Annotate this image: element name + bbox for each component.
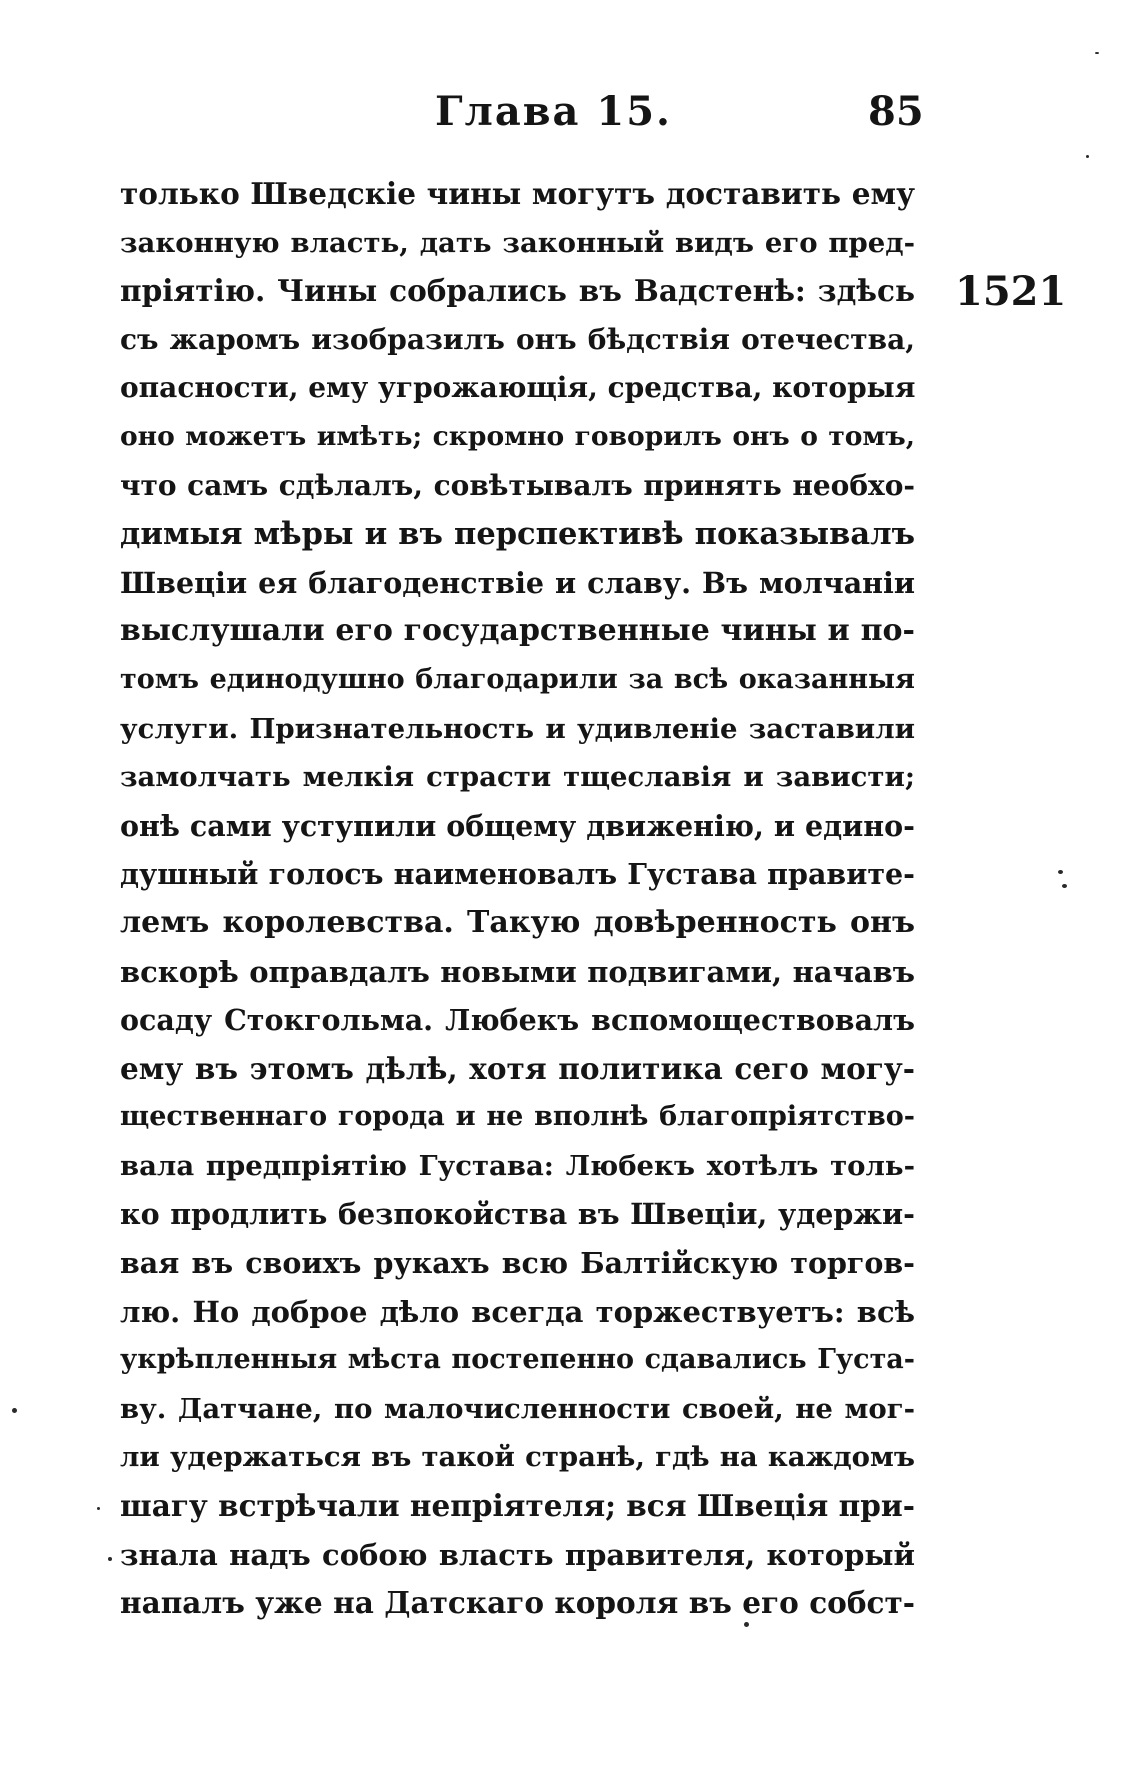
- text-line: димыя мѣры и въ перспективѣ показывалъ: [120, 516, 915, 553]
- text-line: знала надъ собою власть правителя, который: [120, 1537, 915, 1572]
- body-text: [120, 170, 915, 1628]
- text-line: замолчать мелкія страсти тщеславія и зависти;: [120, 761, 915, 794]
- scan-speck: [12, 1408, 17, 1413]
- text-line: что самъ сдѣлалъ, совѣтывалъ принять необхо-: [120, 468, 915, 502]
- text-line: томъ единодушно благодарили за всѣ оказанныя: [120, 663, 915, 695]
- text-line: укрѣпленныя мѣста постепенно сдавались Густа-: [120, 1344, 915, 1376]
- page-number: 85: [868, 88, 924, 135]
- running-head: [0, 88, 1140, 148]
- text-line: ли удержаться въ такой странѣ, гдѣ на каждомъ: [120, 1441, 915, 1474]
- text-line: ему въ этомъ дѣлѣ, хотя политика сего могу-: [120, 1050, 915, 1086]
- text-line: пріятію. Чины собрались въ Вадстенѣ: здѣсь: [120, 273, 915, 309]
- text-line: только Шведскіе чины могутъ доставить ему: [120, 176, 915, 211]
- text-line: услуги. Признательность и удивленіе заставили: [120, 712, 915, 745]
- text-line: онѣ сами уступили общему движенію, и едино-: [120, 808, 915, 843]
- text-line: выслушали его государственные чины и по-: [120, 613, 915, 649]
- text-line: ву. Датчане, по малочисленности своей, не мог-: [120, 1392, 915, 1425]
- scan-speck: [1086, 155, 1089, 158]
- scan-speck: [1062, 884, 1067, 888]
- scan-speck: [1095, 52, 1099, 54]
- text-line: напалъ уже на Датскаго короля въ его собст-: [120, 1585, 915, 1621]
- text-line: оно можетъ имѣть; скромно говорилъ онъ о томъ,: [120, 420, 915, 452]
- text-line: опасности, ему угрожающія, средства, которыя: [120, 371, 915, 405]
- text-line: съ жаромъ изобразилъ онъ бѣдствія отечества,: [120, 322, 915, 356]
- text-line: законную власть, дать законный видъ его пред-: [120, 226, 915, 259]
- text-line: душный голосъ наименовалъ Густава правите-: [120, 857, 915, 892]
- scan-speck: [97, 1507, 100, 1510]
- text-line: щественнаго города и не вполнѣ благопріятство-: [120, 1101, 915, 1133]
- text-line: вскорѣ оправдалъ новыми подвигами, начавъ: [120, 954, 915, 989]
- text-line: осаду Стокгольма. Любекъ вспомоществовалъ: [120, 1003, 915, 1038]
- margin-year-note: 1521: [955, 268, 1067, 315]
- text-line: вала предпріятію Густава: Любекъ хотѣлъ толь-: [120, 1149, 915, 1182]
- text-line: Швеціи ея благоденствіе и славу. Въ молчаніи: [120, 565, 915, 600]
- scan-speck: [108, 1557, 112, 1561]
- scan-speck: [744, 1622, 749, 1627]
- scan-speck: [1058, 870, 1063, 874]
- text-line: шагу встрѣчали непріятеля; вся Швеція при-: [120, 1488, 915, 1524]
- text-line: ко продлить безпокойства въ Швеціи, удержи-: [120, 1197, 915, 1232]
- text-line: лю. Но доброе дѣло всегда торжествуетъ: всѣ: [120, 1294, 915, 1329]
- chapter-title: Глава 15.: [435, 88, 672, 135]
- text-line: вая въ своихъ рукахъ всю Балтійскую торгов-: [120, 1246, 915, 1281]
- text-line: лемъ королевства. Такую довѣренность онъ: [120, 904, 915, 940]
